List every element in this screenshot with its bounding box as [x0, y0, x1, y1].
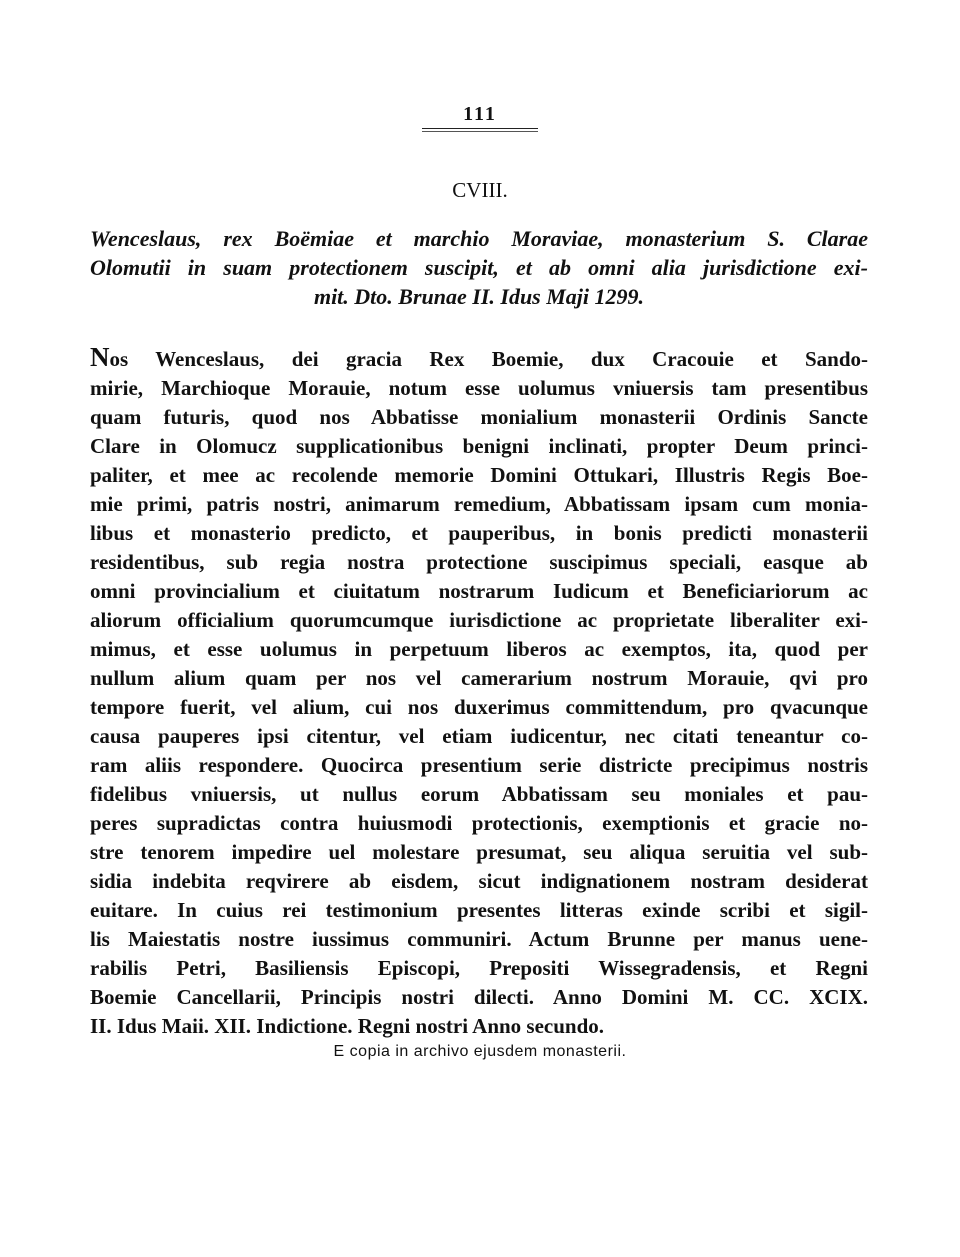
body-line: mie primi, patris nostri, animarum remedium, Abbatissam ipsam cum monia-: [90, 492, 868, 516]
body-line: [90, 343, 868, 374]
body-line: paliter, et mee ac recolende memorie Domini Ottukari, Illustris Regis Boe-: [90, 463, 868, 487]
body-line: stre tenorem impedire uel molestare presumat, seu aliqua seruitia vel sub-: [90, 840, 868, 864]
body-line: causa pauperes ipsi citentur, vel etiam iudicentur, nec citati teneantur co-: [90, 724, 868, 748]
body-line: lis Maiestatis nostre iussimus communiri. Actum Brunne per manus uene-: [90, 927, 868, 951]
body-line: omni provincialium et ciuitatum nostrarum Iudicum et Beneficiariorum ac: [90, 579, 868, 603]
body-line: quam futuris, quod nos Abbatisse monialium monasterii Ordinis Sancte: [90, 405, 868, 429]
body-line: ram aliis respondere. Quocirca presentium serie districte precipimus nostris: [90, 753, 868, 777]
body-line: tempore fuerit, vel alium, cui nos duxerimus committendum, pro qvacunque: [90, 695, 868, 719]
body-line-rest: os Wenceslaus, dei gracia Rex Boemie, dux Cracouie et Sando-: [109, 347, 868, 371]
body-line: sidia indebita reqvirere ab eisdem, sicut indignationem nostram desiderat: [90, 869, 868, 893]
summary-line: Wenceslaus, rex Boëmiae et marchio Moraviae, monasterium S. Clarae: [90, 226, 868, 251]
header-rule-thin: [422, 131, 538, 132]
body-line: mimus, et esse uolumus in perpetuum liberos ac exemptos, ita, quod per: [90, 637, 868, 661]
summary-line: Olomutii in suam protectionem suscipit, et ab omni alia jurisdictione exi-: [90, 255, 868, 280]
body-line: II. Idus Maii. XII. Indictione. Regni nostri Anno secundo.: [90, 1014, 605, 1038]
summary-heading: [90, 224, 868, 311]
body-line: rabilis Petri, Basiliensis Episcopi, Prepositi Wissegradensis, et Regni: [90, 956, 868, 980]
body-line: fidelibus vniuersis, ut nullus eorum Abbatissam seu moniales et pau-: [90, 782, 868, 806]
drop-initial: N: [90, 342, 110, 372]
body-line: residentibus, sub regia nostra protectione suscipimus speciali, easque ab: [90, 550, 868, 574]
body-line: nullum alium quam per nos vel camerarium nostrum Morauie, qvi pro: [90, 666, 868, 690]
body-line: Clare in Olomucz supplicationibus benigni inclinati, propter Deum princi-: [90, 434, 868, 458]
header-rule: [422, 128, 538, 129]
body-line: aliorum officialium quorumcumque iurisdictione ac proprietate liberaliter exi-: [90, 608, 868, 632]
body-line: peres supradictas contra huiusmodi protectionis, exemptionis et gracie no-: [90, 811, 868, 835]
body-line: libus et monasterio predicto, et pauperibus, in bonis predicti monasterii: [90, 521, 868, 545]
source-note: E copia in archivo ejusdem monasterii.: [333, 1043, 627, 1060]
charter-text: [90, 343, 868, 1041]
summary-line: mit. Dto. Brunae II. Idus Maji 1299.: [313, 284, 645, 309]
page-number: 111: [463, 103, 497, 125]
body-line: euitare. In cuius rei testimonium presentes litteras exinde scribi et sigil-: [90, 898, 868, 922]
document-number: CVIII.: [452, 178, 508, 202]
body-line: mirie, Marchioque Morauie, notum esse uolumus vniuersis tam presentibus: [90, 376, 868, 400]
body-line: Boemie Cancellarii, Principis nostri dilecti. Anno Domini M. CC. XCIX.: [90, 985, 868, 1009]
